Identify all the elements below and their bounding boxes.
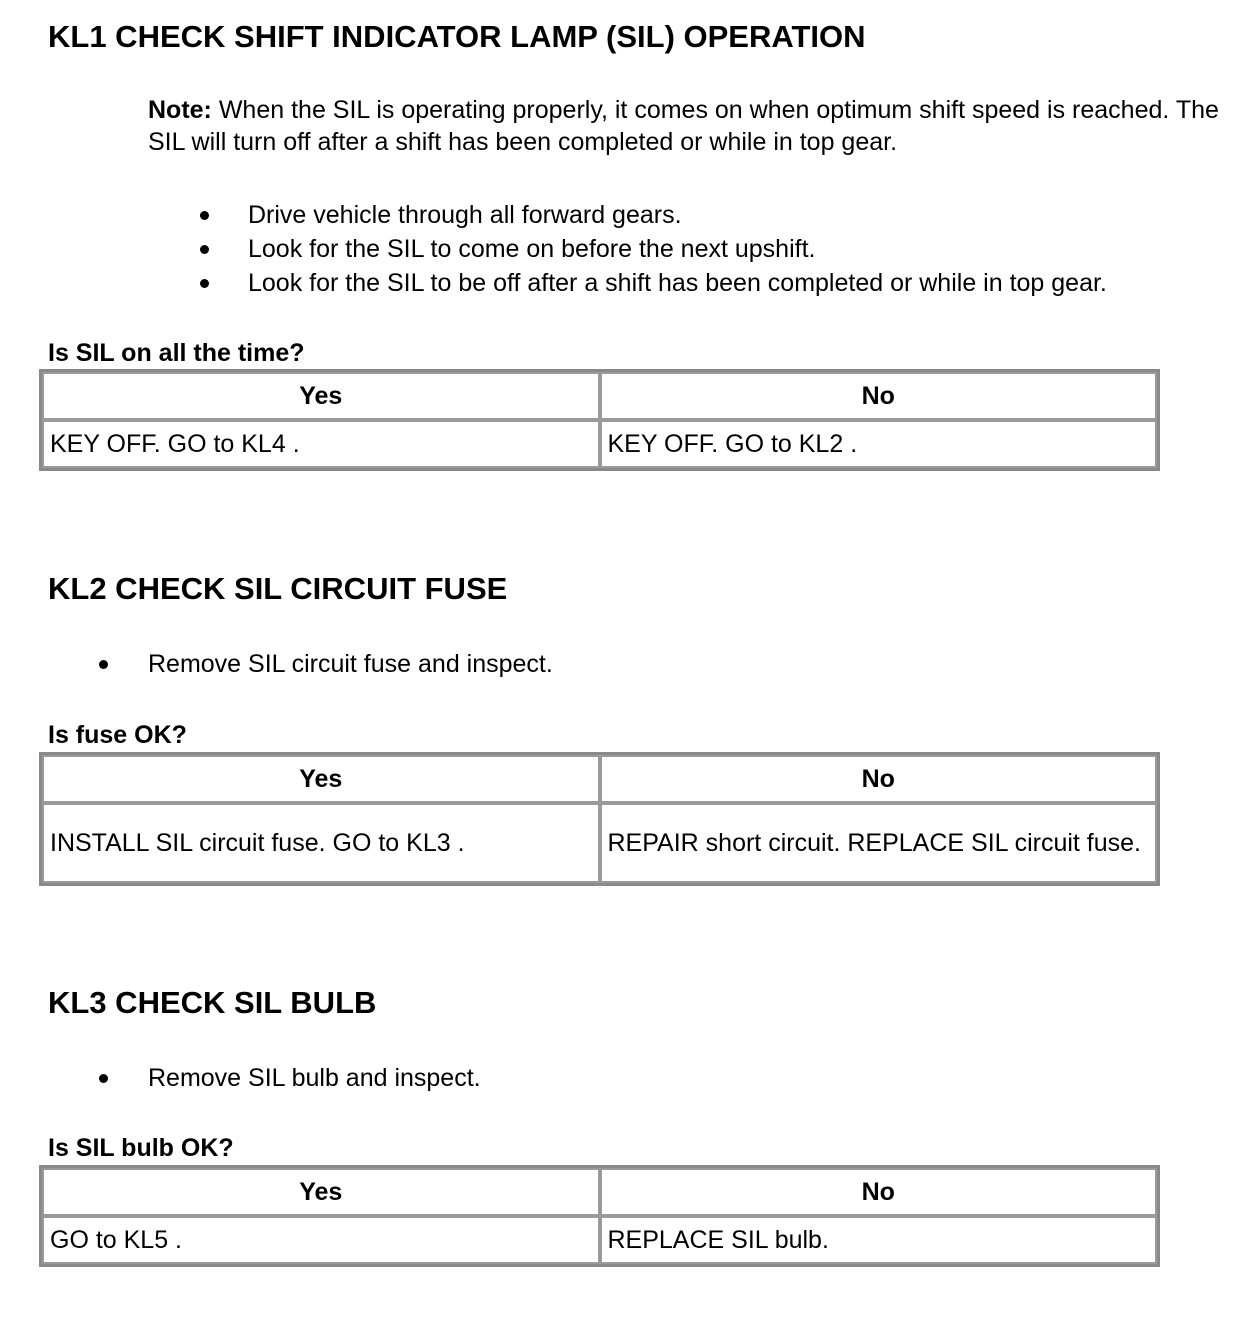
yes-action: GO to KL5 . <box>42 1216 600 1264</box>
bullet-icon <box>99 1074 108 1083</box>
yes-header: Yes <box>42 1168 600 1216</box>
decision-table-kl1 <box>39 369 1160 471</box>
section-title-kl1: KL1 CHECK SHIFT INDICATOR LAMP (SIL) OPERATION <box>48 19 866 54</box>
list-item <box>248 198 1107 232</box>
table-row <box>42 803 1157 883</box>
question-kl2: Is fuse OK? <box>48 721 187 749</box>
yes-header: Yes <box>42 372 600 420</box>
no-action: KEY OFF. GO to KL2 . <box>600 420 1158 468</box>
list-item <box>248 232 1107 266</box>
note-label: Note: <box>148 96 212 124</box>
table-row <box>42 420 1157 468</box>
bullet-list-kl1 <box>248 198 1107 300</box>
table-header-row <box>42 1168 1157 1216</box>
section-title-kl3: KL3 CHECK SIL BULB <box>48 985 377 1020</box>
question-kl1: Is SIL on all the time? <box>48 339 305 367</box>
note-text: When the SIL is operating properly, it comes on when optimum shift speed is reached. The SIL will turn off after a shift has been completed or while in top gear. <box>148 96 1219 156</box>
bullet-icon <box>200 211 209 220</box>
yes-action: INSTALL SIL circuit fuse. GO to KL3 . <box>42 803 600 883</box>
note-paragraph <box>148 94 1228 158</box>
list-item-text: Remove SIL circuit fuse and inspect. <box>148 650 553 678</box>
no-header: No <box>600 372 1158 420</box>
table-header-row <box>42 755 1157 803</box>
table-row <box>42 1216 1157 1264</box>
question-kl3: Is SIL bulb OK? <box>48 1134 234 1162</box>
list-item-text: Look for the SIL to be off after a shift has been completed or while in top gear. <box>248 269 1107 297</box>
bullet-list-kl2 <box>148 647 553 681</box>
list-item <box>148 647 553 681</box>
bullet-list-kl3 <box>148 1061 481 1095</box>
decision-table-kl2 <box>39 752 1160 886</box>
section-title-kl2: KL2 CHECK SIL CIRCUIT FUSE <box>48 571 508 606</box>
yes-header: Yes <box>42 755 600 803</box>
no-action: REPAIR short circuit. REPLACE SIL circuit fuse. <box>600 803 1158 883</box>
list-item-text: Look for the SIL to come on before the next upshift. <box>248 235 816 263</box>
list-item-text: Remove SIL bulb and inspect. <box>148 1064 481 1092</box>
no-header: No <box>600 755 1158 803</box>
list-item <box>248 266 1107 300</box>
bullet-icon <box>99 660 108 669</box>
table-header-row <box>42 372 1157 420</box>
bullet-icon <box>200 245 209 254</box>
list-item-text: Drive vehicle through all forward gears. <box>248 201 682 229</box>
no-action: REPLACE SIL bulb. <box>600 1216 1158 1264</box>
bullet-icon <box>200 279 209 288</box>
decision-table-kl3 <box>39 1165 1160 1267</box>
yes-action: KEY OFF. GO to KL4 . <box>42 420 600 468</box>
no-header: No <box>600 1168 1158 1216</box>
list-item <box>148 1061 481 1095</box>
